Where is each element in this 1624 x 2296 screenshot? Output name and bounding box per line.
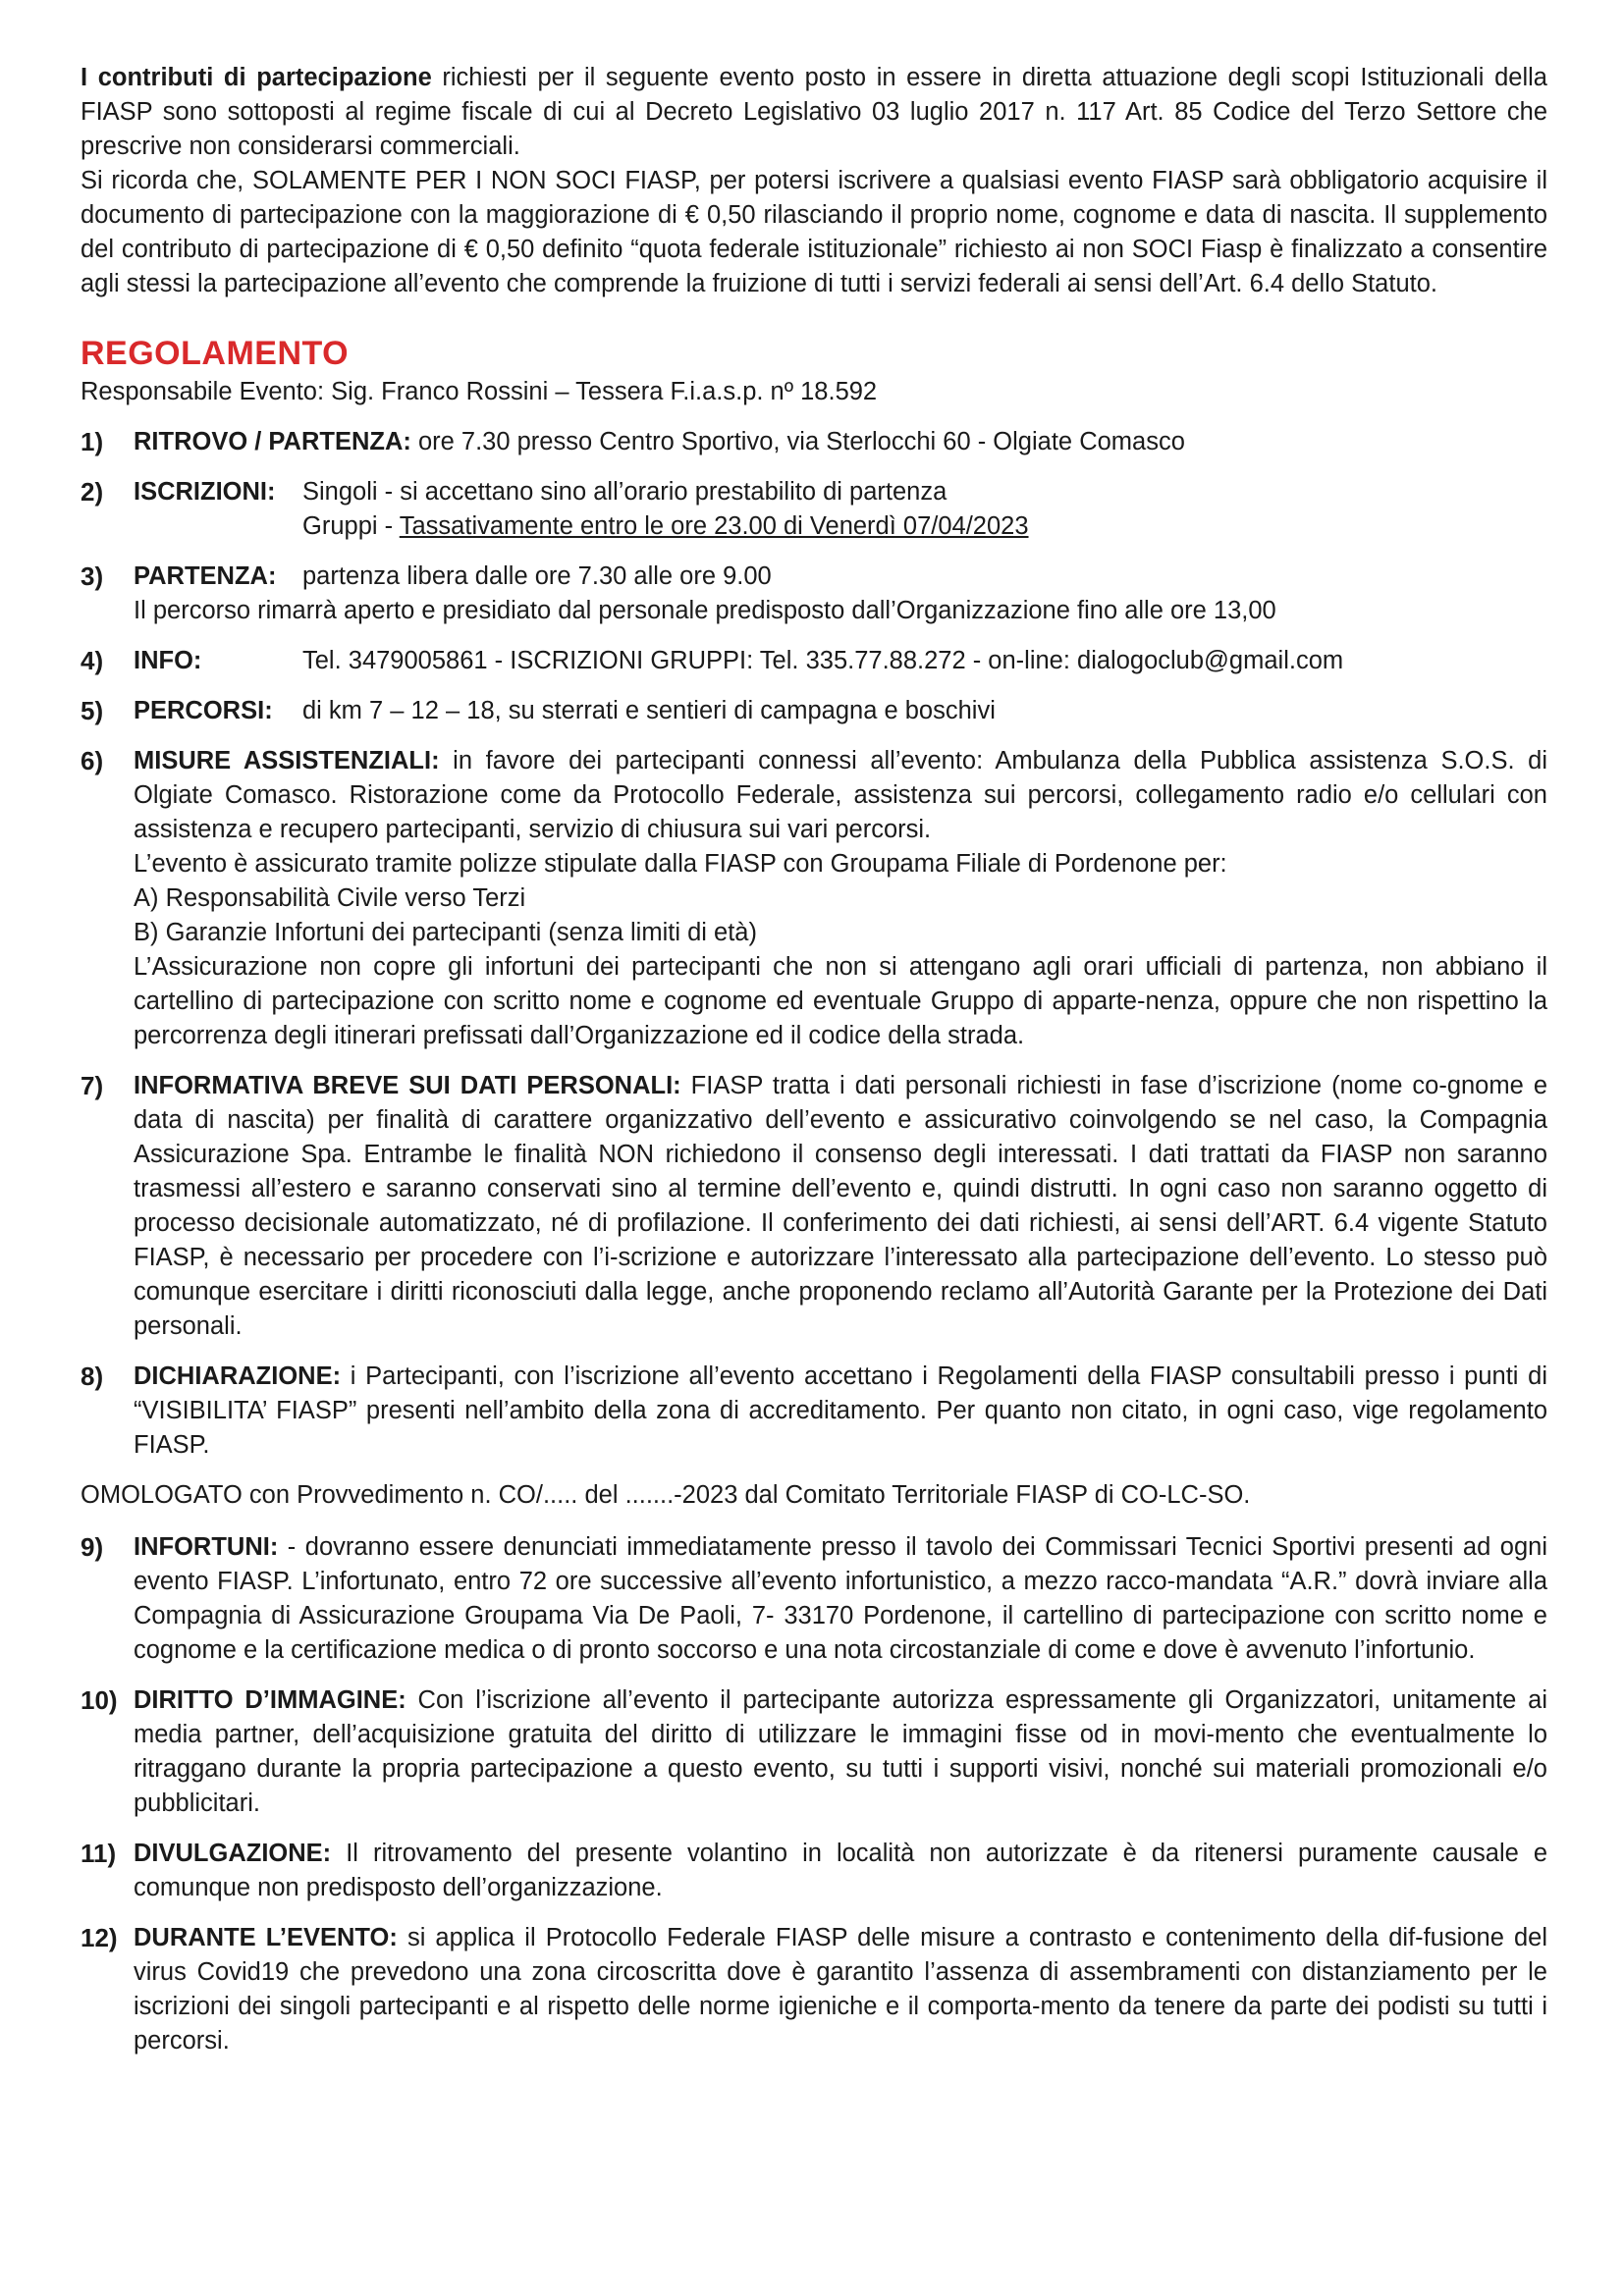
item-number: 11) [81,1839,117,1868]
list-item [81,694,1547,728]
item-text: di km 7 – 12 – 18, su sterrati e sentieri di campagna e boschivi [302,697,996,724]
item-text: Con l’iscrizione all’evento il partecipante autorizza espressamente gli Organizzatori, unitamente ai media partner, dell’acquisizione gratuita del diritto di utilizzare le immagini fisse od in movi-mento che eventualmente lo ritraggano durante la propria partecipazione a questo evento, su tutti i supporti visivi, nonché sui materiali promozionali e/o pubblicitari. [134,1686,1547,1817]
item-number: 9) [81,1532,104,1562]
item-number: 12) [81,1923,118,1952]
item-text: FIASP tratta i dati personali richiesti in fase d’iscrizione (nome co-gnome e data di nascita) per finalità di carattere organizzativo dell’evento e assicurativo coinvolgendo se nel caso, la Compagnia Assicurazione Spa. Entrambe le finalità NON richiedono il consenso degli interessati. I dati trattati da FIASP non saranno trasmessi all’estero e saranno conservati sino al termine dell’evento e, quindi distrutti. In ogni caso non saranno oggetto di processo decisionale automatizzato, né di profilazione. Il conferimento dei dati richiesti, ai sensi dell’ART. 6.4 vigente Statuto FIASP, è necessario per procedere con l’i-scrizione e autorizzare l’interessato alla partecipazione dell’evento. Lo stesso può comunque esercitare i diritti riconosciuti dalla legge, anche proponendo reclamo all’Autorità Garante per la Protezione dei Dati personali. [134,1072,1547,1340]
item-deadline: Tassativamente entro le ore 23.00 di Venerdì 07/04/2023 [399,512,1029,540]
item-number: 10) [81,1685,118,1715]
item-text: i Partecipanti, con l’iscrizione all’evento accettano i Regolamenti della FIASP consultabili presso i punti di “VISIBILITA’ FIASP” presenti nell’ambito della zona di accreditamento. Per quanto non citato, in ogni caso, vige regolamento FIASP. [134,1362,1547,1459]
item-label: RITROVO / PARTENZA: [134,428,411,455]
item-number: 6) [81,746,104,775]
item-label: DURANTE L’EVENTO: [134,1924,398,1951]
item-text: - dovranno essere denunciati immediatamente presso il tavolo dei Commissari Tecnici Sportivi presenti ad ogni evento FIASP. L’infortunato, entro 72 ore successive all’evento infortunistico, a mezzo racco-mandata “A.R.” dovrà inviare alla Compagnia di Assicurazione Groupama Via De Paoli, 7- 33170 Pordenone, il cartellino di partecipazione con scritto nome e cognome e la certificazione medica o di pronto soccorso e una nota circostanziale di come e dove è avvenuto l’infortunio. [134,1533,1547,1664]
regolamento-title: REGOLAMENTO [81,335,350,372]
item-text: Gruppi - [302,512,400,540]
list-item [81,1921,1547,2058]
intro-lead: I contributi di partecipazione [81,64,432,91]
item-label: DIVULGAZIONE: [134,1840,332,1867]
item-number: 5) [81,696,104,725]
item-text: A) Responsabilità Civile verso Terzi [134,884,526,912]
item-label: INFORMATIVA BREVE SUI DATI PERSONALI: [134,1072,681,1099]
item-text: L’evento è assicurato tramite polizze stipulate dalla FIASP con Groupama Filiale di Pordenone per: [134,850,1227,878]
item-text: partenza libera dalle ore 7.30 alle ore 9.00 [302,562,772,590]
item-number: 8) [81,1362,104,1391]
intro-p1-text: richiesti per il seguente evento posto in essere in diretta attuazione degli scopi Istituzionali della FIASP sono sottoposti al regime fiscale di cui al Decreto Legislativo 03 luglio 2017 n. 117 Art. 85 Codice del Terzo Settore che prescrive non considerarsi commerciali. [81,64,1547,160]
item-text: L’Assicurazione non copre gli infortuni dei partecipanti che non si attengano agli orari ufficiali di partenza, non abbiano il cartellino di partecipazione con scritto nome e cognome ed eventuale Gruppo di apparte-nenza, oppure che non rispettino la percorrenza degli itinerari prefissati dall’Organizzazione ed il codice della strada. [134,953,1547,1049]
item-label: PARTENZA: [134,562,277,590]
item-text: in favore dei partecipanti connessi all’evento: Ambulanza della Pubblica assistenza S.O.S. di Olgiate Comasco. Ristorazione come da Protocollo Federale, assistenza sui percorsi, collegamento radio e/o cellulari con assistenza e recupero partecipanti, servizio di chiusura sui vari percorsi. [134,747,1547,843]
item-text: B) Garanzie Infortuni dei partecipanti (senza limiti di età) [134,919,757,946]
list-item [81,1837,1547,1905]
list-item [81,1683,1547,1821]
item-text: Il ritrovamento del presente volantino in località non autorizzate è da ritenersi puramente causale e comunque non predisposto dell’organizzazione. [134,1840,1547,1901]
item-number: 3) [81,561,104,591]
item-text: ore 7.30 presso Centro Sportivo, via Sterlocchi 60 - Olgiate Comasco [410,428,1185,455]
item-number: 1) [81,427,104,456]
item-number: 2) [81,477,104,507]
document-page [81,61,1547,2074]
intro-paragraph-1 [81,61,1547,164]
item-text: Il percorso rimarrà aperto e presidiato dal personale predisposto dall’Organizzazione fino alle ore 13,00 [134,597,1276,624]
intro-paragraph-2: Si ricorda che, SOLAMENTE PER I NON SOCI FIASP, per potersi iscrivere a qualsiasi evento FIASP sarà obbligatorio acquisire il documento di partecipazione con la maggiorazione di € 0,50 rilasciando il proprio nome, cognome e data di nascita. Il supplemento del contributo di partecipazione di € 0,50 definito “quota federale istituzionale” richiesto ai non SOCI Fiasp è finalizzato a consentire agli stessi la partecipazione all’evento che comprende la fruizione di tutti i servizi federali ai sensi dell’Art. 6.4 dello Statuto. [81,167,1547,297]
intro-section [81,61,1547,301]
item-text: si applica il Protocollo Federale FIASP delle misure a contrasto e contenimento della dif-fusione del virus Covid19 che prevedono una zona circoscritta dove è garantito l’assenza di assembramenti con distanziamento per le iscrizioni dei singoli partecipanti e al rispetto delle norme igieniche e il comporta-mento da tenere da parte dei podisti su tutti i percorsi. [134,1924,1547,2055]
responsabile-evento: Responsabile Evento: Sig. Franco Rossini – Tessera F.i.a.s.p. nº 18.592 [81,378,878,405]
item-label: INFORTUNI: [134,1533,279,1561]
list-item [81,744,1547,1053]
list-item [81,1069,1547,1344]
item-text: Singoli - si accettano sino all’orario prestabilito di partenza [302,478,947,506]
list-item [81,560,1547,628]
list-item [81,425,1547,459]
item-label: INFO: [134,647,202,674]
list-item [81,1530,1547,1668]
item-label: PERCORSI: [134,697,273,724]
item-text: Tel. 3479005861 - ISCRIZIONI GRUPPI: Tel. 335.77.88.272 - on-line: dialogoclub@gmail.com [302,647,1344,674]
regolamento-list [81,425,1547,2058]
list-item [81,475,1547,544]
item-label: DIRITTO D’IMMAGINE: [134,1686,406,1714]
list-item [81,644,1547,678]
item-number: 7) [81,1071,104,1100]
omologato-note: OMOLOGATO con Provvedimento n. CO/..... del .......-2023 dal Comitato Territoriale FIASP di CO-LC-SO. [81,1481,1251,1509]
item-label: ISCRIZIONI: [134,478,276,506]
list-item [81,1360,1547,1463]
item-label: DICHIARAZIONE: [134,1362,342,1390]
item-number: 4) [81,646,104,675]
item-label: MISURE ASSISTENZIALI: [134,747,440,774]
